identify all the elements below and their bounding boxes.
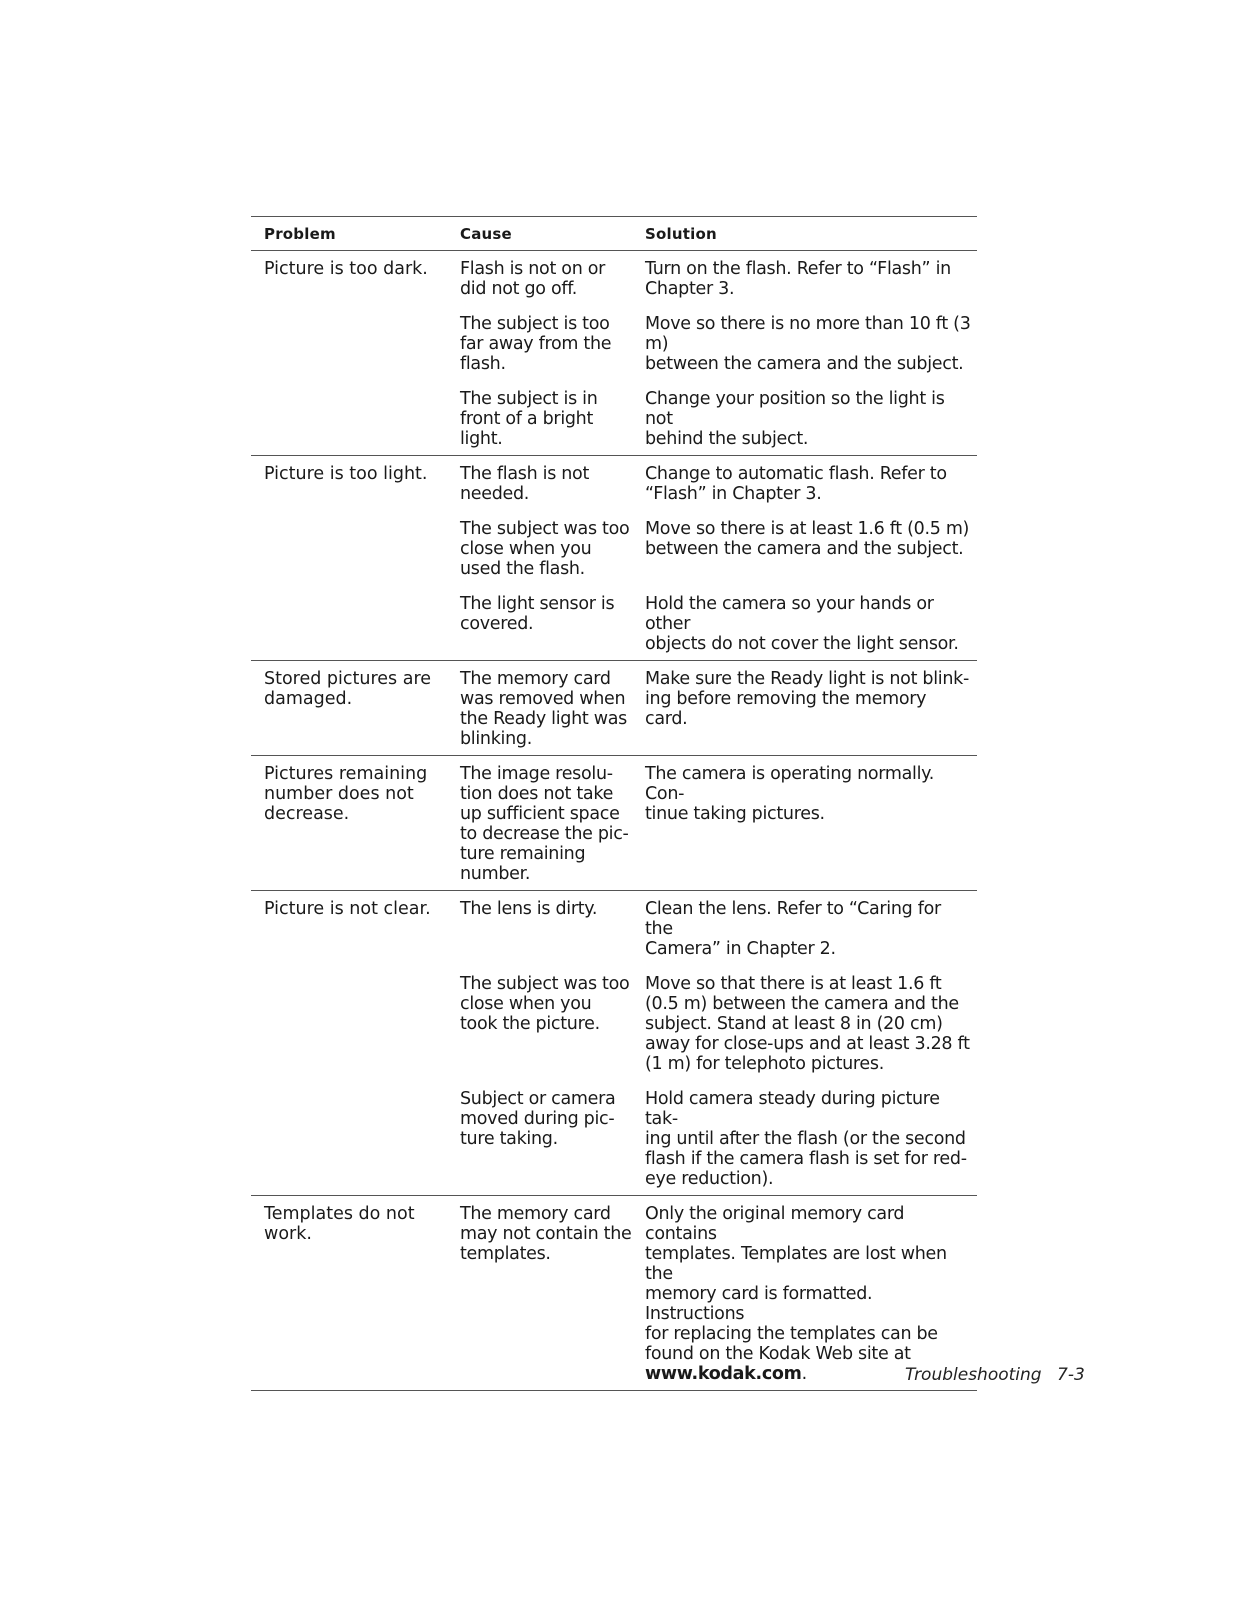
cause-solution-row [448,389,977,449]
cause-solution-list [448,899,977,1189]
solution-text: Move so that there is at least 1.6 ft (0.5 m) between the camera and the subject. Stand at least 8 in (20 cm) away for close-ups and at least 3.28 ft (1 m) for telephoto pictures. [645,974,970,1074]
problem-group [251,456,977,661]
cause-solution-row [448,464,977,504]
cause-solution-row [448,669,977,749]
header-problem: Problem [264,224,336,243]
cause-cell: The memory card was removed when the Ready light was blinking. [460,669,627,749]
cause-cell: The subject was too close when you used the flash. [460,519,630,579]
cause-cell: The flash is not needed. [460,464,590,504]
solution-cell [632,974,977,1074]
cause-solution-row [448,259,977,299]
problem-group [251,251,977,456]
solution-text: Move so there is at least 1.6 ft (0.5 m) between the camera and the subject. [645,519,970,559]
cause-solution-row [448,1089,977,1189]
solution-text: The camera is operating normally. Con- tinue taking pictures. [645,764,934,824]
solution-text: Change to automatic flash. Refer to “Flash” in Chapter 3. [645,464,947,504]
solution-cell [632,259,977,299]
cause-solution-list [448,1204,977,1384]
solution-text: Clean the lens. Refer to “Caring for the Camera” in Chapter 2. [645,899,941,959]
cause-solution-row [448,899,977,959]
cause-solution-row [448,594,977,654]
solution-cell [632,764,977,884]
solution-cell [632,899,977,959]
problem-group [251,756,977,891]
cause-solution-row [448,314,977,374]
cause-cell: The memory card may not contain the templates. [460,1204,632,1264]
cause-cell: Flash is not on or did not go off. [460,259,606,299]
solution-cell [632,594,977,654]
solution-tail: . [801,1364,807,1384]
solution-cell [632,1204,977,1384]
cause-cell: The image resolu- tion does not take up sufficient space to decrease the pic- ture remaining number. [460,764,629,884]
cause-solution-row [448,764,977,884]
table-header-row [251,216,977,251]
solution-cell [632,314,977,374]
cause-cell: The lens is dirty. [460,899,598,919]
footer-page-number: 7-3 [1057,1365,1085,1385]
solution-text: Hold camera steady during picture tak- ing until after the flash (or the second flash if the camera flash is set for red- eye reduction). [645,1089,967,1189]
problem-cell: Stored pictures are damaged. [264,669,432,709]
table-body [251,251,977,1391]
cause-solution-list [448,669,977,749]
cause-solution-row [448,1204,977,1384]
problem-cell: Templates do not work. [264,1204,415,1244]
problem-group [251,1196,977,1391]
problem-group [251,661,977,756]
cause-cell: Subject or camera moved during pic- ture taking. [460,1089,616,1149]
cause-cell: The subject is in front of a bright light. [460,389,598,449]
solution-text: Only the original memory card contains templates. Templates are lost when the memory card is formatted. Instructions for replacing the templates can be found on the Kodak Web site at [645,1204,947,1364]
cause-solution-list [448,464,977,654]
cause-solution-row [448,974,977,1074]
cause-cell: The subject is too far away from the flash. [460,314,612,374]
cause-cell: The subject was too close when you took the picture. [460,974,630,1034]
solution-cell [632,1089,977,1189]
footer-section-title: Troubleshooting [905,1365,1042,1385]
solution-cell [632,389,977,449]
header-solution: Solution [645,224,717,243]
cause-solution-row [448,519,977,579]
kodak-website-link[interactable]: www.kodak.com [645,1364,802,1384]
cause-cell: The light sensor is covered. [460,594,615,634]
cause-solution-list [448,764,977,884]
solution-cell [632,519,977,579]
solution-text: Change your position so the light is not behind the subject. [645,389,945,449]
header-cause: Cause [460,224,512,243]
solution-text: Move so there is no more than 10 ft (3 m) between the camera and the subject. [645,314,971,374]
problem-cell: Pictures remaining number does not decrease. [264,764,428,824]
problem-cell: Picture is too light. [264,464,428,484]
solution-text: Turn on the flash. Refer to “Flash” in Chapter 3. [645,259,951,299]
troubleshooting-table [251,216,977,1391]
solution-cell [632,669,977,749]
cause-solution-list [448,259,977,449]
page-footer [905,1365,1085,1387]
solution-text: Make sure the Ready light is not blink- ing before removing the memory card. [645,669,969,729]
problem-cell: Picture is not clear. [264,899,431,919]
problem-cell: Picture is too dark. [264,259,428,279]
problem-group [251,891,977,1196]
solution-text: Hold the camera so your hands or other objects do not cover the light sensor. [645,594,959,654]
solution-cell [632,464,977,504]
